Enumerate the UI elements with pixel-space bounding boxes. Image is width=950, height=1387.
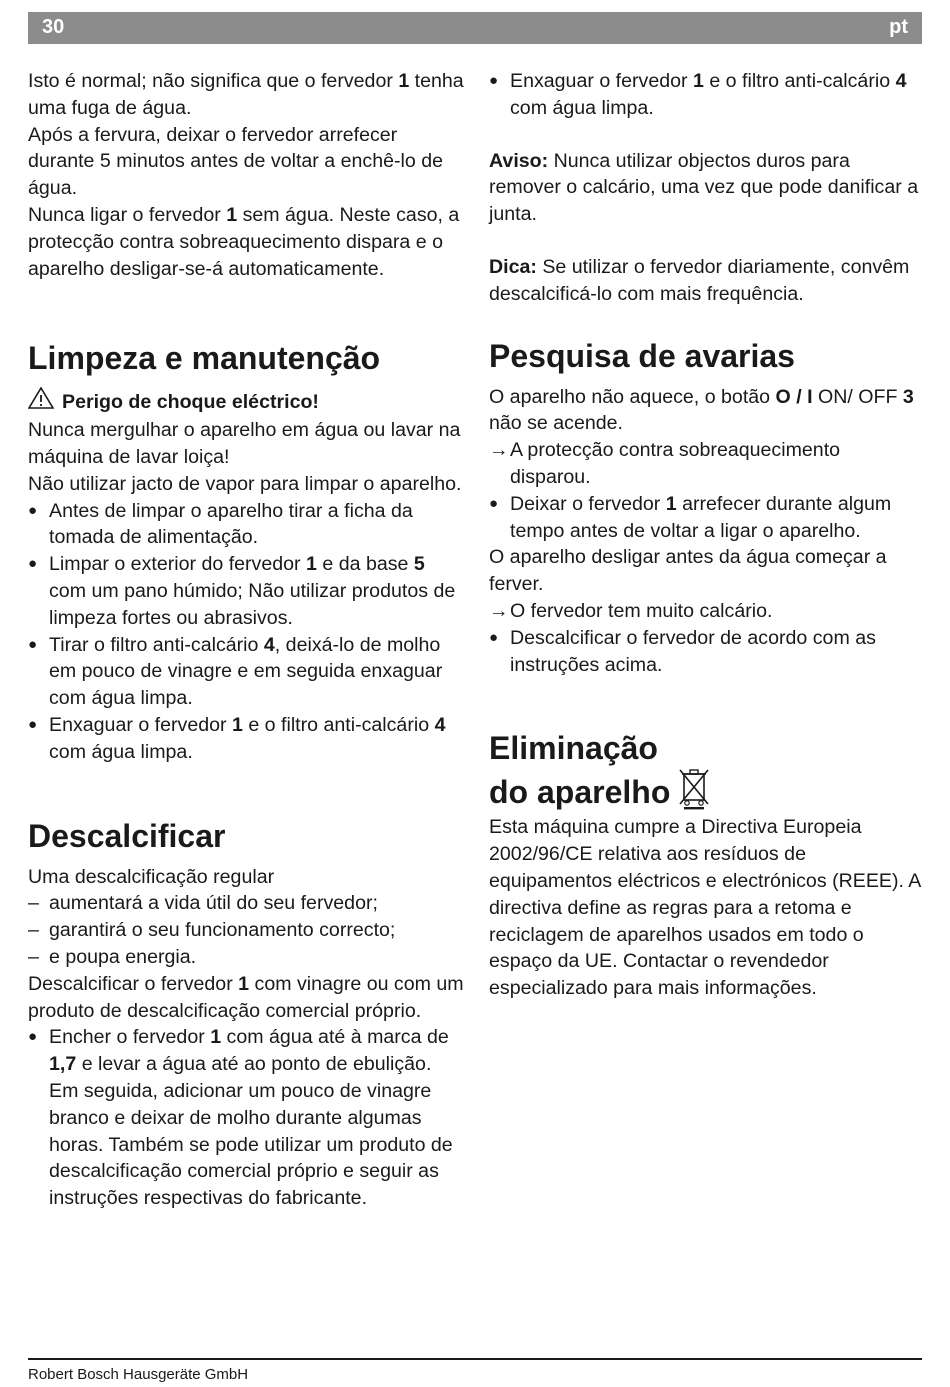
section-title-disposal-2: do aparelho <box>489 774 671 811</box>
part-number: 1 <box>226 203 238 226</box>
list-item: ● Enxaguar o fervedor 1 e o filtro anti-calcário 4 com água limpa. <box>489 68 925 122</box>
intro-text: sem água. Neste caso, a protecção contra sobreaquecimento dispara e o aparelho desligar-se-á automaticamente. <box>28 203 460 280</box>
cleaning-text: Nunca mergulhar o aparelho em água ou lavar na máquina de lavar loiça! <box>28 419 461 468</box>
left-column <box>28 68 466 1212</box>
disposal-title-line <box>489 766 925 810</box>
crossed-bin-icon <box>676 766 712 810</box>
tip-paragraph: Dica: Se utilizar o fervedor diariamente, convêm descalcificá-lo com mais frequência. <box>489 255 910 305</box>
intro-paragraph: Após a fervura, deixar o fervedor arrefecer durante 5 minutos antes de voltar a enchê-lo de água. <box>28 123 443 200</box>
section-title-troubleshooting: Pesquisa de avarias <box>489 337 795 374</box>
warning-triangle-icon <box>28 387 54 417</box>
list-item: ● Limpar o exterior do fervedor 1 e da base 5 com um pano húmido; Não utilizar produtos de limpeza fortes ou abrasivos. <box>28 551 466 631</box>
tip-label: Dica: <box>489 255 537 278</box>
intro-paragraph <box>28 68 466 122</box>
list-item: ● Antes de limpar o aparelho tirar a ficha da tomada de alimentação. <box>28 498 466 552</box>
page-number: 30 <box>42 16 65 38</box>
section-title-descale: Descalcificar <box>28 817 226 854</box>
notice-label: Aviso: <box>489 149 549 172</box>
intro-text: Nunca ligar o fervedor <box>28 203 227 226</box>
list-item: – aumentará a vida útil do seu fervedor; <box>28 890 466 917</box>
warning-line <box>28 387 319 417</box>
page-header <box>28 12 922 44</box>
warning-text: Perigo de choque eléctrico! <box>62 390 319 413</box>
trouble-text: O aparelho não aquece, o botão O / I ON/ OFF 3 não se acende. <box>489 385 914 435</box>
language-code: pt <box>889 16 908 38</box>
section-title-disposal: Eliminação <box>489 730 658 767</box>
descale-text: Descalcificar o fervedor 1 com vinagre ou com um produto de descalcificação comercial próprio. <box>28 972 464 1022</box>
list-item: ● Descalcificar o fervedor de acordo com as instruções acima. <box>489 625 925 679</box>
disposal-text: Esta máquina cumpre a Directiva Europeia 2002/96/CE relativa aos resíduos de equipamentos eléctricos e electrónicos (REEE). A directiva define as regras para a retoma e reciclagem de aparelhos usados em todo o espaço da UE. Contactar o revendedor especializado para mais informações. <box>489 816 921 1000</box>
intro-text: Isto é normal; não significa que o fervedor <box>28 70 399 92</box>
footer-divider <box>28 1358 922 1360</box>
intro-text: tenha uma fuga de água. <box>28 70 464 119</box>
trouble-text: O aparelho desligar antes da água começar a ferver. <box>489 546 887 596</box>
list-item: ● Encher o fervedor 1 com água até à marca de 1,7 e levar a água até ao ponto de ebulição. Em seguida, adicionar um pouco de vinagre branco e deixar de molho durante algumas horas. Também se pode utilizar um produto de descalcificação comercial próprio e seguir as instruções respectivas do fabricante. <box>28 1024 466 1212</box>
notice-paragraph: Aviso: Nunca utilizar objectos duros para remover o calcário, uma vez que pode danificar a junta. <box>489 149 919 226</box>
cleaning-text: Não utilizar jacto de vapor para limpar o aparelho. <box>28 472 462 495</box>
cause-item: → A protecção contra sobreaquecimento disparou. <box>489 437 925 491</box>
descale-text: Uma descalcificação regular <box>28 865 275 888</box>
cause-item: → O fervedor tem muito calcário. <box>489 598 925 625</box>
list-item: – garantirá o seu funcionamento correcto; <box>28 917 466 944</box>
list-item: ● Tirar o filtro anti-calcário 4, deixá-lo de molho em pouco de vinagre e em seguida enxaguar com água limpa. <box>28 632 466 712</box>
intro-paragraph <box>28 202 466 282</box>
list-item: – e poupa energia. <box>28 944 466 971</box>
list-item: ● Deixar o fervedor 1 arrefecer durante algum tempo antes de voltar a ligar o aparelho. <box>489 491 925 545</box>
part-number: 1 <box>398 70 410 92</box>
right-column <box>489 68 925 1002</box>
list-item: ● Enxaguar o fervedor 1 e o filtro anti-calcário 4 com água limpa. <box>28 712 466 766</box>
footer-company: Robert Bosch Hausgeräte GmbH <box>28 1366 249 1383</box>
section-title-cleaning: Limpeza e manutenção <box>28 340 381 377</box>
